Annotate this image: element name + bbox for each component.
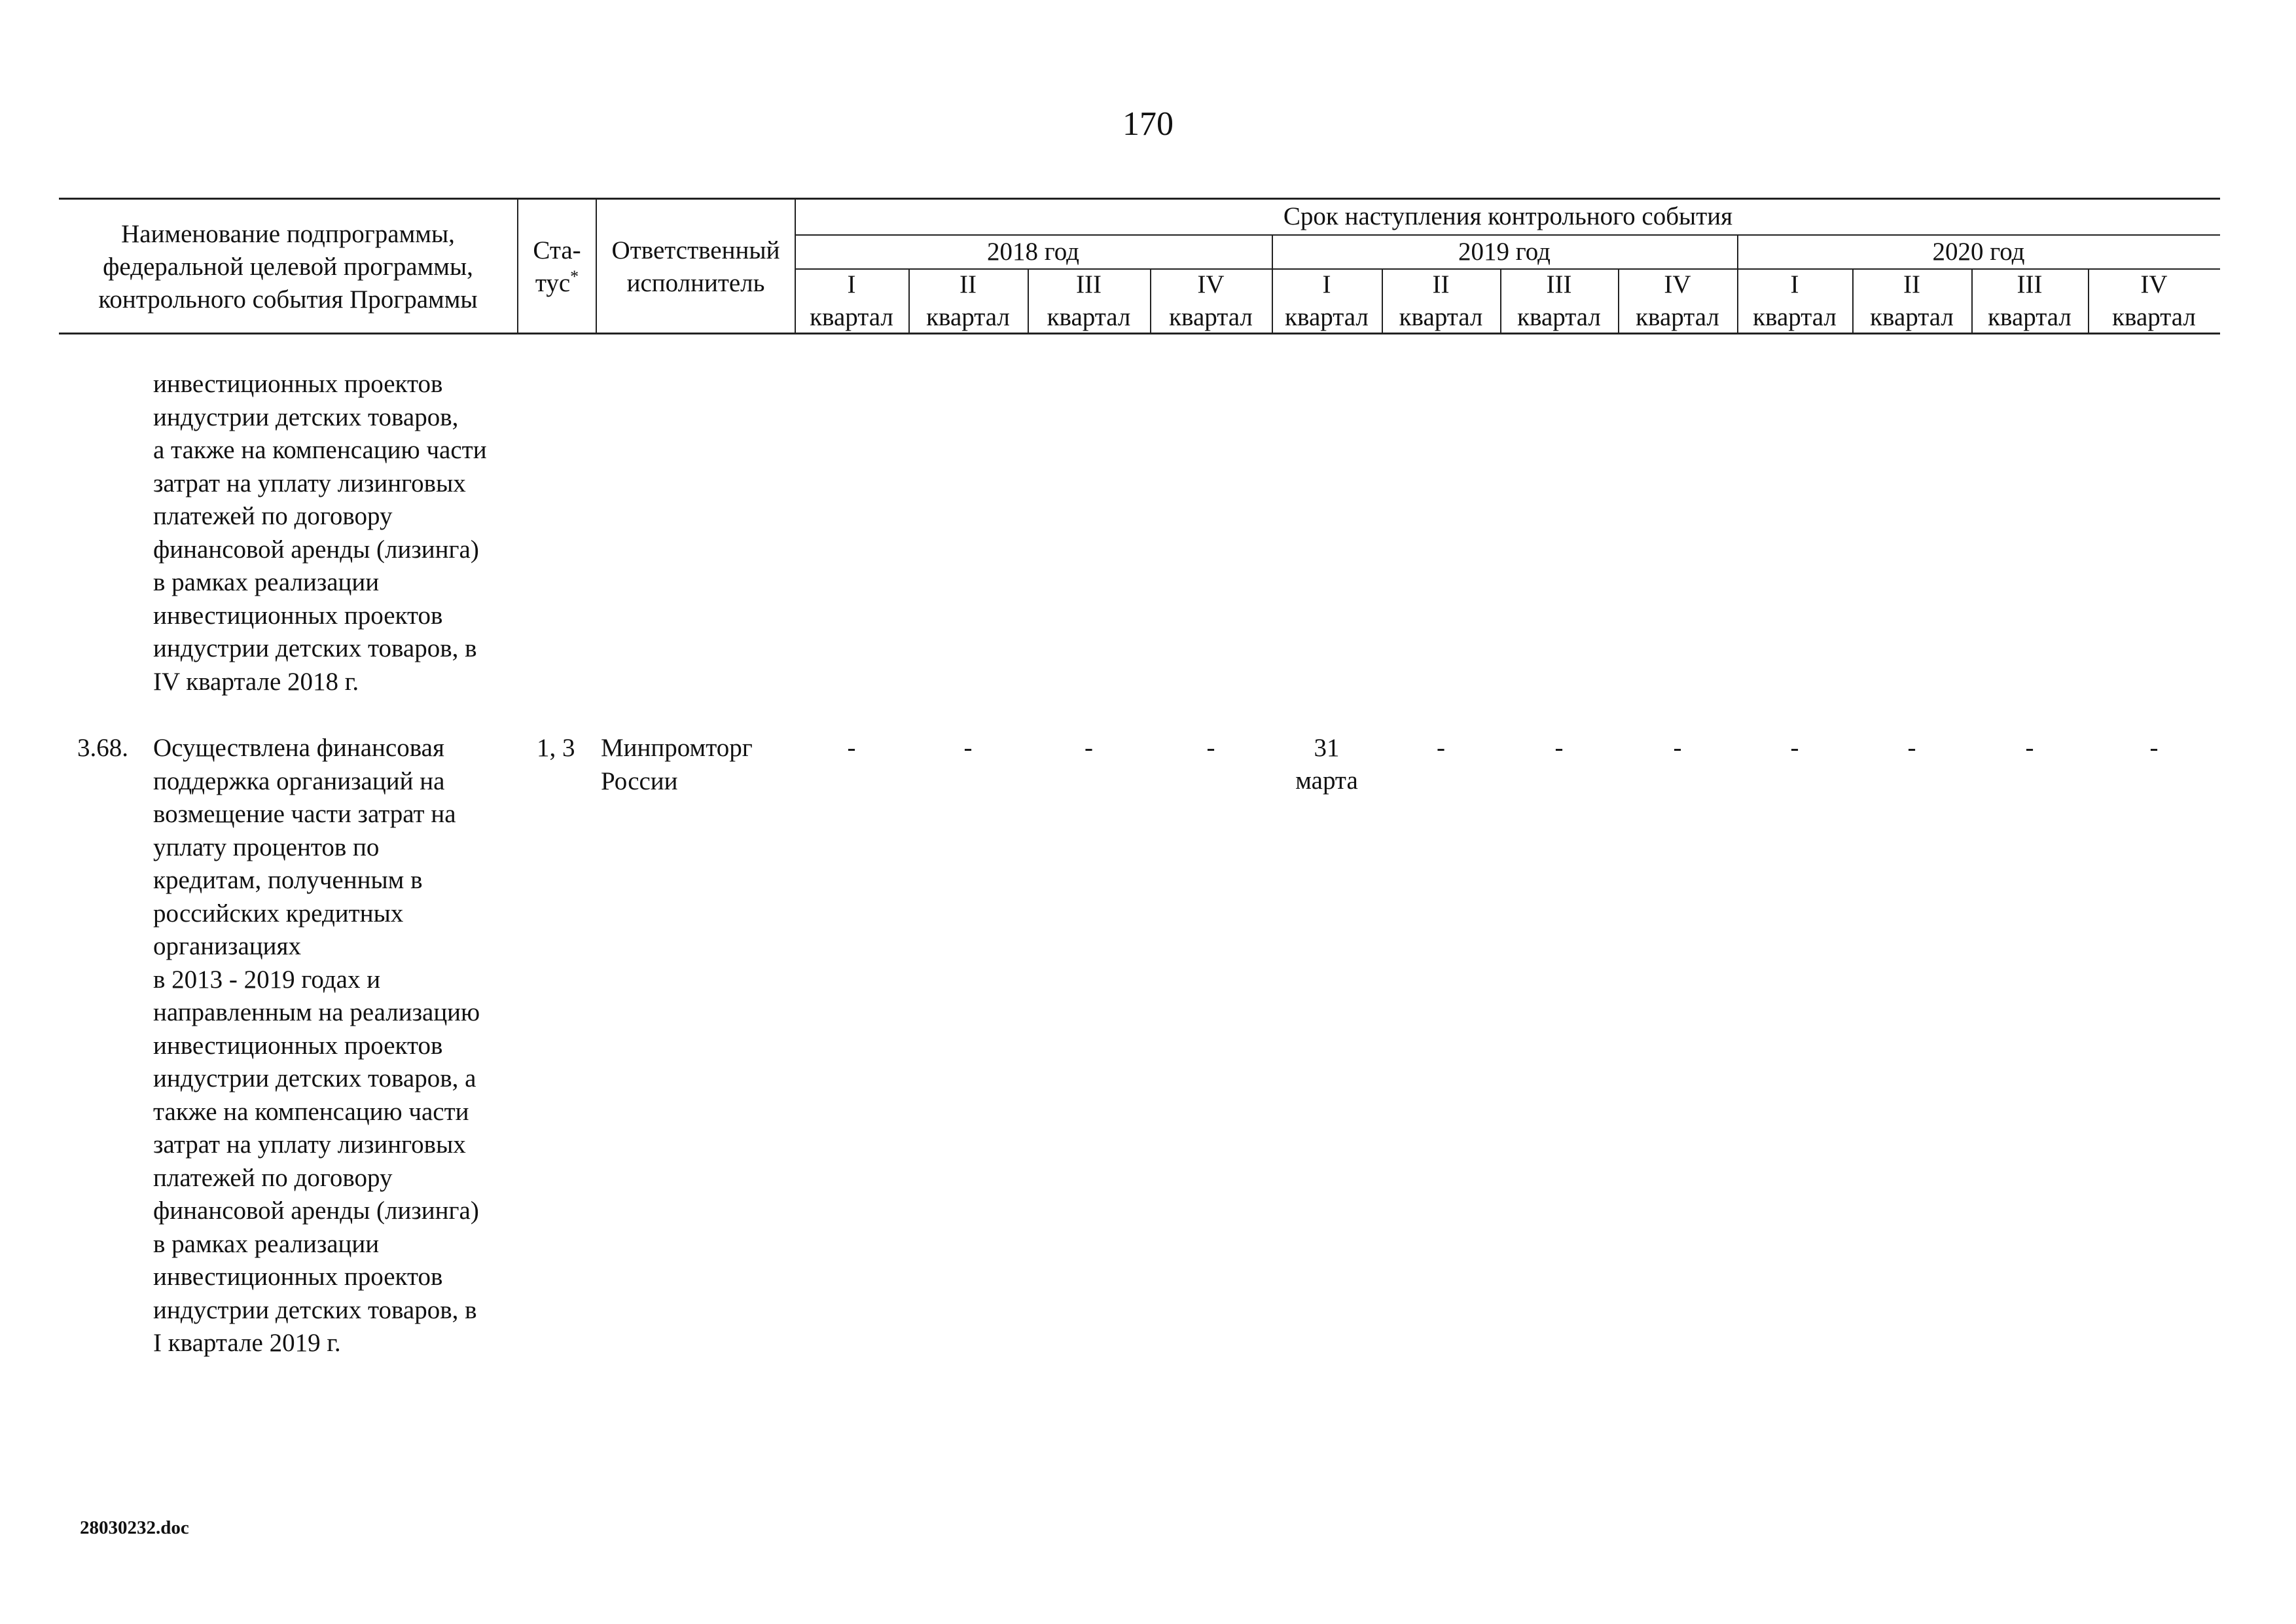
header-quarter-numeral: I [1790, 270, 1799, 298]
header-quarter-7 [1618, 268, 1737, 334]
header-quarter-word: квартал [1988, 303, 2072, 331]
header-name-column: Наименование подпрограммы, федеральной целевой программы, контрольного события Программы [98, 220, 478, 314]
header-quarter-numeral: III [1546, 270, 1572, 298]
header-status-star: * [570, 267, 579, 286]
header-quarter-word: квартал [1047, 303, 1131, 331]
header-quarter-3 [1150, 268, 1272, 334]
row-quarter-value-4: 31 марта [1295, 734, 1358, 795]
row-quarter-value-3: - [1206, 734, 1215, 762]
header-executor-line2: исполнитель [626, 269, 765, 297]
header-quarter-word: квартал [926, 303, 1010, 331]
header-quarter-numeral: II [1903, 270, 1920, 298]
header-quarter-6 [1500, 268, 1618, 334]
row-quarter-value-6: - [1554, 734, 1564, 762]
row-quarter-value-0: - [847, 734, 856, 762]
row-quarter-value-1: - [963, 734, 973, 762]
header-quarter-numeral: IV [1664, 270, 1691, 298]
page-number: 170 [1122, 105, 1174, 143]
row-status: 1, 3 [537, 734, 575, 762]
header-quarter-word: квартал [1399, 303, 1483, 331]
row-quarter-value-2: - [1085, 734, 1093, 762]
row-quarter-value-7: - [1673, 734, 1682, 762]
header-quarter-numeral: III [2017, 270, 2043, 298]
header-quarter-word: квартал [2112, 303, 2196, 331]
header-quarter-numeral: IV [2140, 270, 2168, 298]
header-quarter-word: квартал [1169, 303, 1253, 331]
header-quarter-word: квартал [1636, 303, 1719, 331]
header-status-line1: Ста- [533, 236, 581, 264]
header-quarter-2 [1028, 268, 1150, 334]
footer-filename: 28030232.doc [80, 1517, 189, 1538]
header-quarter-numeral: I [1322, 270, 1331, 298]
header-quarter-word: квартал [810, 303, 893, 331]
header-quarter-numeral: IV [1197, 270, 1225, 298]
header-quarter-4 [1272, 268, 1382, 334]
header-quarter-11 [2088, 268, 2220, 334]
header-year-0: 2018 год [987, 238, 1079, 266]
row-quarter-value-9: - [1907, 734, 1916, 762]
row-quarter-value-11: - [2149, 734, 2159, 762]
header-quarter-word: квартал [1285, 303, 1369, 331]
header-executor-line1: Ответственный [611, 236, 780, 264]
row-quarter-value-8: - [1790, 734, 1799, 762]
header-year-2: 2020 год [1932, 238, 2025, 266]
header-quarter-0 [795, 268, 908, 334]
header-quarter-numeral: II [960, 270, 977, 298]
header-quarter-10 [1971, 268, 2088, 334]
row-quarter-value-5: - [1437, 734, 1445, 762]
continuation-text: инвестиционных проектов индустрии детских товаров, а также на компенсацию части затрат на уплату лизинговых платежей по договору финансовой аренды (лизинга) в рамках реализации инвестиционных проектов индустрии детских товаров, в IV квартале 2018 г. [153, 370, 487, 696]
header-quarter-numeral: III [1076, 270, 1102, 298]
header-status-line2: тус* [535, 267, 579, 297]
header-quarter-word: квартал [1517, 303, 1601, 331]
header-deadline-title: Срок наступления контрольного события [1283, 202, 1733, 230]
header-quarter-9 [1852, 268, 1971, 334]
header-quarter-numeral: I [847, 270, 856, 298]
header-year-1: 2019 год [1458, 238, 1551, 266]
row-quarter-value-10: - [2025, 734, 2034, 762]
row-number: 3.68. [77, 734, 128, 762]
row-name: Осуществлена финансовая поддержка организаций на возмещение части затрат на уплату процентов по кредитам, полученным в российских кредитных организациях в 2013 - 2019 годах и направленным на реализацию инвестиционных проектов индустрии детских товаров, а также на компенсацию части затрат на уплату лизинговых платежей по договору финансовой аренды (лизинга) в рамках реализации инвестиционных проектов индустрии детских товаров, в I квартале 2019 г. [153, 734, 480, 1357]
header-status-column [518, 234, 596, 300]
header-quarter-numeral: II [1432, 270, 1450, 298]
header-quarter-word: квартал [1870, 303, 1954, 331]
header-quarter-word: квартал [1753, 303, 1837, 331]
header-quarter-8 [1737, 268, 1852, 334]
header-executor-column [597, 234, 795, 300]
header-quarter-1 [908, 268, 1028, 334]
header-quarter-5 [1382, 268, 1500, 334]
row-executor: Минпромторг России [601, 734, 753, 795]
